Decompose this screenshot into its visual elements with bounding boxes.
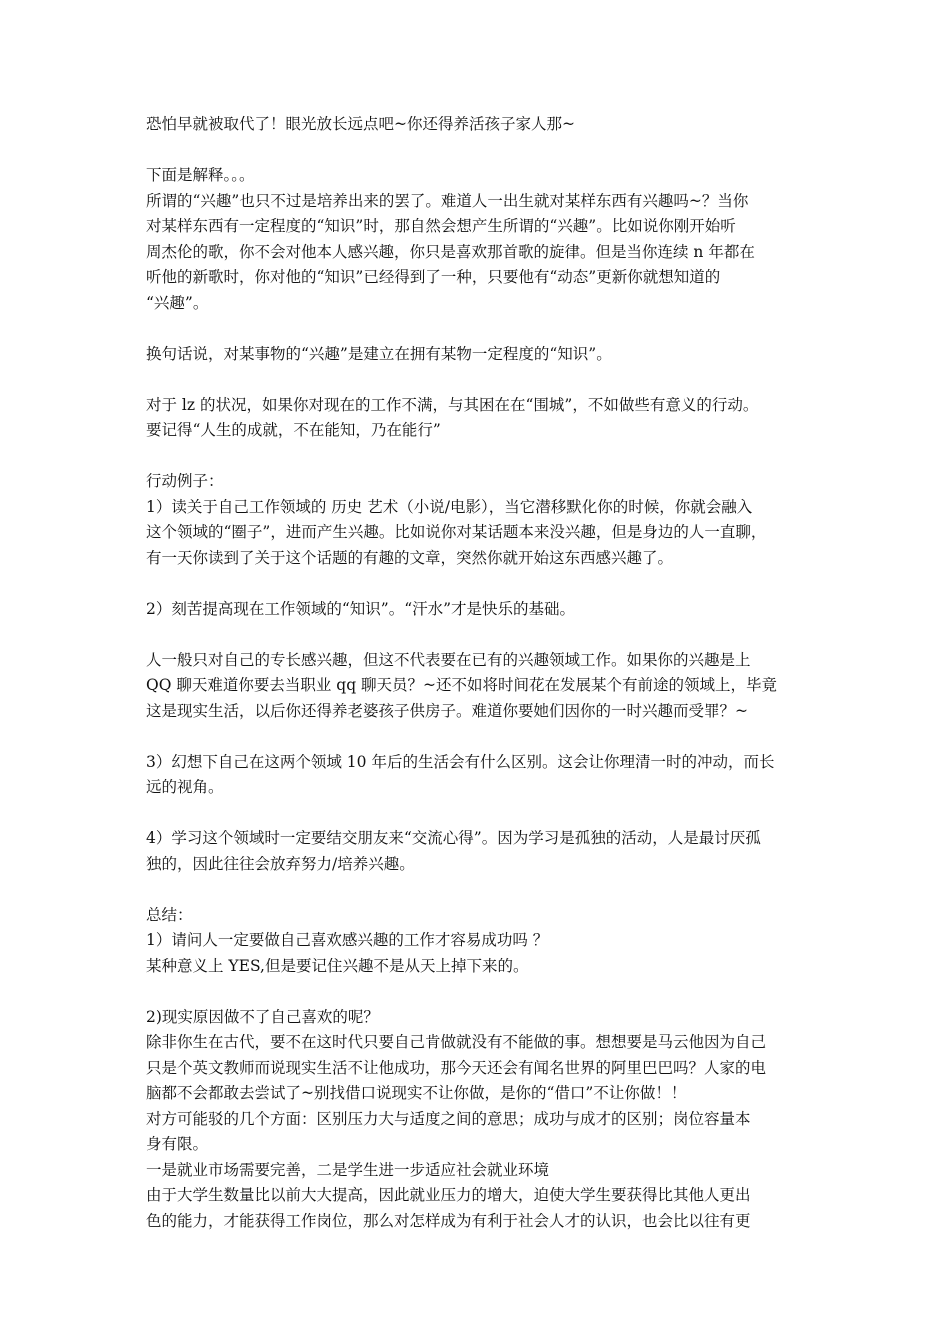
paragraph xyxy=(146,469,810,571)
document-body xyxy=(146,112,810,1234)
text-line: 脑都不会都敢去尝试了~别找借口说现实不让你做，是你的“借口”不让你做！！ xyxy=(146,1084,687,1102)
paragraph-gap xyxy=(146,571,810,597)
text-line: 除非你生在古代，要不在这时代只要自己肯做就没有不能做的事。想想要是马云他因为自己 xyxy=(146,1033,767,1051)
text-line: 听他的新歌时，你对他的“知识”已经得到了一种，只要他有“动态”更新你就想知道的 xyxy=(146,268,721,286)
paragraph xyxy=(146,163,810,316)
text-line: 身有限。 xyxy=(146,1135,209,1153)
text-line: 3）幻想下自己在这两个领域 10 年后的生活会有什么区别。这会让你理清一时的冲动，而长 xyxy=(146,752,775,771)
text-line: 人一般只对自己的专长感兴趣，但这不代表要在已有的兴趣领域工作。如果你的兴趣是上 xyxy=(146,650,751,669)
text-line: 换句话说，对某事物的“兴趣”是建立在拥有某物一定程度的“知识”。 xyxy=(146,344,612,363)
text-line: 只是个英文教师而说现实生活不让他成功，那今天还会有闻名世界的阿里巴巴吗？人家的电 xyxy=(146,1058,767,1077)
paragraph-gap xyxy=(146,801,810,827)
paragraph xyxy=(146,826,810,877)
text-line: 1）请问人一定要做自己喜欢感兴趣的工作才容易成功吗 ？ xyxy=(146,931,549,949)
paragraph-gap xyxy=(146,622,810,648)
paragraph xyxy=(146,342,810,368)
text-line: 这个领域的“圈子”，进而产生兴趣。比如说你对某话题本来没兴趣，但是身边的人一直聊， xyxy=(146,523,767,541)
text-line: 对某样东西有一定程度的“知识”时，那自然会想产生所谓的“兴趣”。比如说你刚开始听 xyxy=(146,217,736,235)
text-line: 一是就业市场需要完善，二是学生进一步适应社会就业环境 xyxy=(146,1160,550,1179)
paragraph xyxy=(146,648,810,725)
paragraph-gap xyxy=(146,444,810,470)
text-line: 色的能力，才能获得工作岗位，那么对怎样成为有利于社会人才的认识，也会比以往有更 xyxy=(146,1211,751,1230)
paragraph-gap xyxy=(146,367,810,393)
paragraph xyxy=(146,112,810,138)
text-line: “兴趣”。 xyxy=(146,293,209,312)
text-line: 某种意义上 YES,但是要记住兴趣不是从天上掉下来的。 xyxy=(146,956,529,975)
text-line: 总结： xyxy=(146,905,193,924)
paragraph xyxy=(146,597,810,623)
text-line: 1）读关于自己工作领域的 历史 艺术（小说/电影），当它潜移默化你的时候，你就会融入 xyxy=(146,497,753,516)
text-line: 4）学习这个领域时一定要结交朋友来“交流心得”。因为学习是孤独的活动，人是最讨厌孤 xyxy=(146,829,761,847)
paragraph xyxy=(146,393,810,444)
text-line: 由于大学生数量比以前大大提高，因此就业压力的增大，迫使大学生要获得比其他人更出 xyxy=(146,1186,751,1204)
text-line: 2）刻苦提高现在工作领域的“知识”。“汗水”才是快乐的基础。 xyxy=(146,599,576,618)
paragraph xyxy=(146,903,810,980)
text-line: 行动例子： xyxy=(146,472,224,490)
text-line: QQ 聊天难道你要去当职业 qq 聊天员？~还不如将时间花在发展某个有前途的领域上，毕竟 xyxy=(146,676,778,694)
paragraph-gap xyxy=(146,877,810,903)
text-line: 2)现实原因做不了自己喜欢的呢？ xyxy=(146,1007,379,1026)
text-line: 有一天你读到了关于这个话题的有趣的文章，突然你就开始这东西感兴趣了。 xyxy=(146,548,674,567)
text-line: 周杰伦的歌，你不会对他本人感兴趣，你只是喜欢那首歌的旋律。但是当你连续 n 年都在 xyxy=(146,242,755,261)
paragraph-gap xyxy=(146,724,810,750)
paragraph xyxy=(146,750,810,801)
text-line: 独的，因此往往会放弃努力/培养兴趣。 xyxy=(146,854,415,873)
paragraph-gap xyxy=(146,979,810,1005)
text-line: 所谓的“兴趣”也只不过是培养出来的罢了。难道人一出生就对某样东西有兴趣吗~？当你 xyxy=(146,191,749,210)
text-line: 对于 lz 的状况，如果你对现在的工作不满，与其困在在“围城”，不如做些有意义的行动。 xyxy=(146,395,759,414)
paragraph-gap xyxy=(146,316,810,342)
text-line: 要记得“人生的成就，不在能知，乃在能行” xyxy=(146,421,441,439)
text-line: 恐怕早就被取代了！眼光放长远点吧~你还得养活孩子家人那~ xyxy=(146,115,575,133)
paragraph xyxy=(146,1005,810,1235)
text-line: 对方可能驳的几个方面：区别压力大与适度之间的意思；成功与成才的区别；岗位容量本 xyxy=(146,1109,751,1128)
text-line: 这是现实生活，以后你还得养老婆孩子供房子。难道你要她们因你的一时兴趣而受罪？~ xyxy=(146,701,748,720)
text-line: 下面是解释。。。 xyxy=(146,166,255,184)
text-line: 远的视角。 xyxy=(146,778,224,796)
paragraph-gap xyxy=(146,138,810,164)
